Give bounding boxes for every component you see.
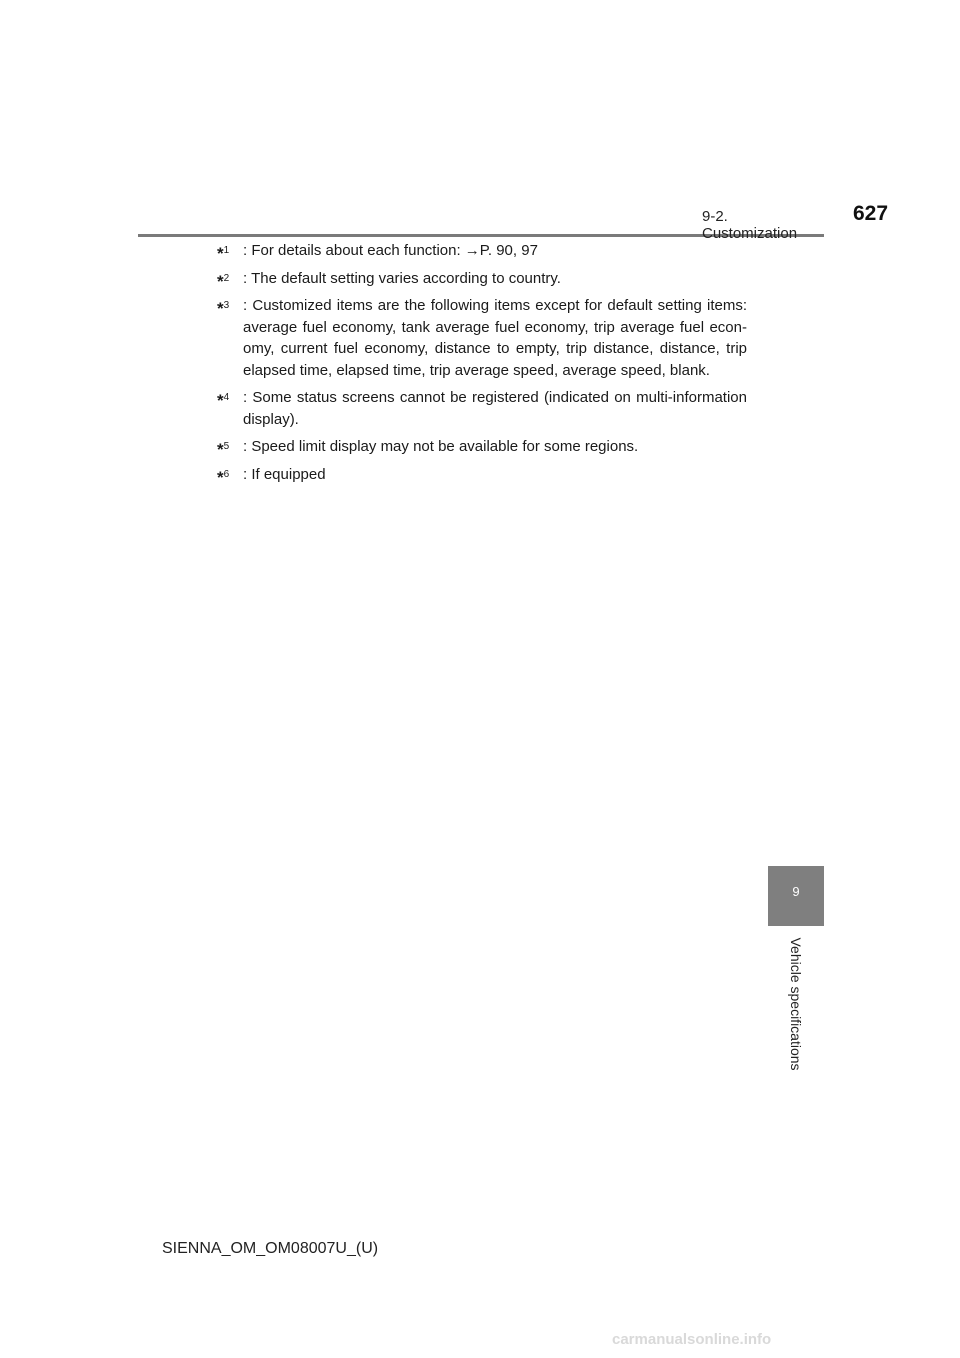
footnote-text: : Speed limit display may not be available for some regions. — [243, 438, 639, 455]
footnote-text: : Customized items are the following items except for default setting items: average fuel economy, tank average fuel economy, trip average fuel econ-omy, current fuel economy, distance to empty, trip distance, distance, trip elapsed time, elapsed time, trip average speed, average speed, blank. — [243, 297, 747, 379]
footnote-5 — [217, 436, 747, 458]
watermark: carmanualsonline.info — [612, 1331, 772, 1348]
footnote-marker — [217, 464, 229, 490]
footnote-marker — [217, 240, 229, 266]
footnote-marker — [217, 387, 229, 413]
section-title: 9-2. Customization — [702, 208, 798, 242]
footnote-marker — [217, 268, 229, 294]
footnote-1 — [217, 240, 747, 262]
footnote-index: 4 — [223, 392, 230, 403]
footnote-6 — [217, 464, 747, 486]
footnote-index: 2 — [223, 272, 230, 284]
footnote-text: : For details about each function: →P. 90, 97 — [243, 242, 538, 259]
asterisk: * — [217, 391, 224, 410]
footnote-index: 3 — [223, 300, 230, 311]
footnote-marker — [217, 436, 229, 462]
asterisk: * — [217, 440, 224, 459]
chapter-label: Vehicle specifications — [788, 937, 804, 1071]
chapter-tab — [768, 866, 824, 926]
footnote-2 — [217, 268, 747, 290]
asterisk: * — [217, 299, 224, 318]
footnote-list — [217, 240, 747, 491]
footnote-3 — [217, 295, 747, 381]
page-header — [138, 200, 889, 242]
footnote-text: : Some status screens cannot be registered (indicated on multi-information display). — [243, 389, 747, 428]
page-number: 627 — [853, 202, 889, 225]
footnote-text: : The default setting varies according to country. — [243, 269, 561, 287]
asterisk: * — [217, 467, 224, 487]
footnote-4 — [217, 387, 747, 430]
footnote-marker — [217, 295, 229, 321]
footnote-index: 5 — [223, 441, 230, 452]
footnote-index: 1 — [223, 245, 230, 256]
document-code: SIENNA_OM_OM08007U_(U) — [162, 1240, 379, 1257]
footnote-index: 6 — [223, 468, 230, 480]
asterisk: * — [217, 271, 224, 291]
chapter-number: 9 — [792, 884, 800, 899]
asterisk: * — [217, 244, 224, 263]
footnote-text: : If equipped — [243, 465, 326, 483]
